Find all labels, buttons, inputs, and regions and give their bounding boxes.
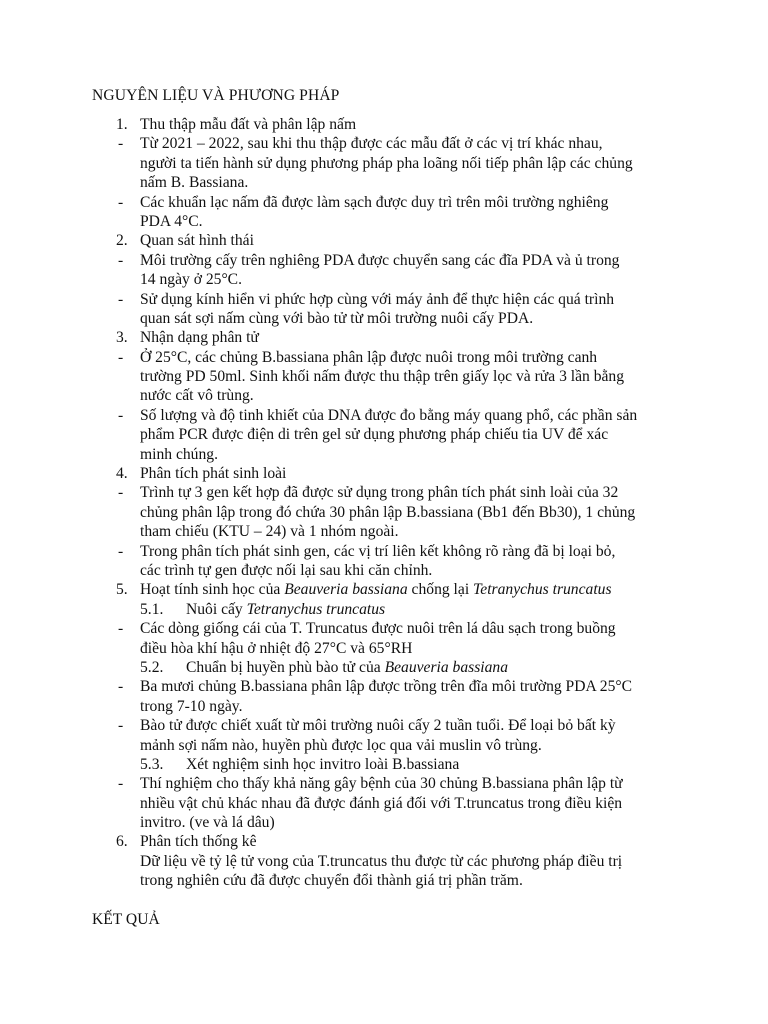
bullet-line bbox=[0, 367, 768, 386]
bullet-line bbox=[0, 154, 768, 173]
item-number: 1. bbox=[116, 116, 128, 133]
bullet-line bbox=[0, 716, 768, 735]
bullet-line bbox=[0, 270, 768, 289]
bullet-line bbox=[0, 542, 768, 561]
bullet-text: nấm B. Bassiana. bbox=[140, 174, 249, 192]
bullet-line bbox=[0, 309, 768, 328]
bullet-dash: - bbox=[118, 484, 124, 502]
bullet-text: PDA 4°C. bbox=[140, 212, 203, 230]
bullet-line bbox=[0, 251, 768, 270]
bullet-text: người ta tiến hành sử dụng phương pháp pha loãng nối tiếp phân lập các chủng bbox=[140, 154, 633, 172]
bullet-text: Các dòng giống cái của T. Truncatus được nuôi trên lá dâu sạch trong buồng bbox=[140, 620, 616, 638]
bullet-line bbox=[0, 677, 768, 696]
bullet-line bbox=[0, 561, 768, 580]
paragraph-line bbox=[0, 871, 768, 890]
bullet-line bbox=[0, 290, 768, 309]
bullet-text: Môi trường cấy trên nghiêng PDA được chuyển sang các đĩa PDA và ủ trong bbox=[140, 251, 620, 269]
paragraph-line bbox=[0, 852, 768, 871]
numbered-item-5 bbox=[0, 580, 768, 599]
title-text: chống lại bbox=[407, 581, 474, 599]
bullet-text: Thí nghiệm cho thấy khả năng gây bệnh của 30 chủng B.bassiana phân lập từ bbox=[140, 775, 623, 793]
bullet-text: quan sát sợi nấm cùng với bào tử từ môi trường nuôi cấy PDA. bbox=[140, 309, 534, 327]
bullet-text: nước cất vô trùng. bbox=[140, 387, 254, 405]
bullet-dash: - bbox=[118, 406, 124, 424]
bullet-line bbox=[0, 386, 768, 405]
sub-item-title: Xét nghiệm sinh học invitro loài B.bassiana bbox=[186, 755, 460, 773]
bullet-text: các trình tự gen được nối lại sau khi căn chỉnh. bbox=[140, 561, 433, 579]
bullet-line bbox=[0, 813, 768, 832]
bullet-dash: - bbox=[118, 717, 124, 735]
bullet-dash: - bbox=[118, 193, 124, 211]
section-heading: NGUYÊN LIỆU VÀ PHƯƠNG PHÁP bbox=[92, 87, 340, 104]
bullet-line bbox=[0, 619, 768, 638]
item-number: 4. bbox=[116, 465, 128, 483]
bullet-text: điều hòa khí hậu ở nhiệt độ 27°C và 65°RH bbox=[140, 639, 413, 657]
bullet-dash: - bbox=[118, 348, 124, 366]
bullet-text: minh chúng. bbox=[140, 445, 218, 463]
title-text: Hoạt tính sinh học của bbox=[140, 581, 285, 599]
species-name: Tetranychus truncatus bbox=[473, 581, 612, 599]
bullet-dash: - bbox=[118, 542, 124, 560]
sub-item-title bbox=[186, 600, 385, 619]
bullet-dash: - bbox=[118, 135, 124, 153]
item-number: 3. bbox=[116, 329, 128, 347]
bullet-text: nhiều vật chủ khác nhau đã được đánh giá đối với T.truncatus trong điều kiện bbox=[140, 794, 623, 812]
bullet-line bbox=[0, 483, 768, 502]
bullet-line bbox=[0, 736, 768, 755]
sub-item-title bbox=[186, 658, 508, 677]
bullet-text: Sử dụng kính hiển vi phức hợp cùng với máy ảnh để thực hiện các quá trình bbox=[140, 290, 615, 308]
item-title bbox=[140, 580, 612, 599]
sub-item-5-1 bbox=[0, 600, 768, 619]
item-title: Thu thập mẫu đất và phân lập nấm bbox=[140, 116, 357, 133]
numbered-item-1 bbox=[0, 115, 768, 134]
item-title: Quan sát hình thái bbox=[140, 232, 254, 250]
bullet-dash: - bbox=[118, 678, 124, 696]
bullet-line bbox=[0, 794, 768, 813]
title-text: Nuôi cấy bbox=[186, 600, 247, 618]
bullet-dash: - bbox=[118, 775, 124, 793]
bullet-text: Các khuẩn lạc nấm đã được làm sạch được duy trì trên môi trường nghiêng bbox=[140, 193, 609, 211]
sub-item-number: 5.3. bbox=[140, 755, 164, 773]
bullet-text: trường PD 50ml. Sinh khối nấm được thu thập trên giấy lọc và rửa 3 lần bằng bbox=[140, 368, 625, 386]
bullet-text: 14 ngày ở 25°C. bbox=[140, 271, 242, 289]
bullet-line bbox=[0, 774, 768, 793]
bullet-text: Ở 25°C, các chủng B.bassiana phân lập được nuôi trong môi trường canh bbox=[140, 348, 598, 366]
bullet-line bbox=[0, 697, 768, 716]
item-number: 2. bbox=[116, 232, 128, 250]
bullet-text: mảnh sợi nấm nào, huyền phù được lọc qua vải muslin vô trùng. bbox=[140, 736, 542, 754]
bullet-text: chủng phân lập trong đó chứa 30 phân lập B.bassiana (Bb1 đến Bb30), 1 chủng bbox=[140, 503, 636, 521]
paragraph-text: trong nghiên cứu đã được chuyển đổi thành giá trị phần trăm. bbox=[140, 872, 523, 890]
numbered-item-3 bbox=[0, 328, 768, 347]
bullet-line bbox=[0, 445, 768, 464]
bullet-dash: - bbox=[118, 251, 124, 269]
bullet-dash: - bbox=[118, 620, 124, 638]
bullet-line bbox=[0, 639, 768, 658]
bullet-line bbox=[0, 134, 768, 153]
bullet-line bbox=[0, 193, 768, 212]
bullet-line bbox=[0, 425, 768, 444]
bullet-text: Từ 2021 – 2022, sau khi thu thập được các mẫu đất ở các vị trí khác nhau, bbox=[140, 135, 603, 153]
bullet-line bbox=[0, 348, 768, 367]
species-name: Beauveria bassiana bbox=[284, 581, 408, 599]
bullet-text: Trình tự 3 gen kết hợp đã được sử dụng trong phân tích phát sinh loài của 32 bbox=[140, 484, 619, 502]
item-title: Phân tích thống kê bbox=[140, 833, 257, 851]
bullet-line bbox=[0, 406, 768, 425]
bullet-text: Ba mươi chủng B.bassiana phân lập được trồng trên đĩa môi trường PDA 25°C bbox=[140, 678, 633, 696]
paragraph-text: Dữ liệu về tỷ lệ tử vong của T.truncatus thu được từ các phương pháp điều trị bbox=[140, 852, 623, 870]
sub-item-number: 5.2. bbox=[140, 658, 164, 676]
bullet-line bbox=[0, 522, 768, 541]
bullet-text: Bào tử được chiết xuất từ môi trường nuôi cấy 2 tuần tuổi. Để loại bỏ bất kỳ bbox=[140, 717, 616, 735]
bullet-line bbox=[0, 212, 768, 231]
results-heading: KẾT QUẢ bbox=[92, 911, 160, 928]
numbered-item-2 bbox=[0, 231, 768, 250]
sub-item-5-3 bbox=[0, 755, 768, 774]
sub-item-number: 5.1. bbox=[140, 600, 164, 618]
sub-item-5-2 bbox=[0, 658, 768, 677]
numbered-item-6 bbox=[0, 832, 768, 851]
bullet-text: invitro. (ve và lá dâu) bbox=[140, 814, 275, 832]
bullet-text: Trong phân tích phát sinh gen, các vị trí liên kết không rõ ràng đã bị loại bỏ, bbox=[140, 542, 616, 560]
item-number: 6. bbox=[116, 833, 128, 851]
bullet-text: trong 7-10 ngày. bbox=[140, 697, 243, 715]
item-title: Nhận dạng phân tử bbox=[140, 329, 259, 347]
title-text: Chuẩn bị huyền phù bào tử của bbox=[186, 658, 385, 676]
bullet-line bbox=[0, 503, 768, 522]
numbered-item-4 bbox=[0, 464, 768, 483]
item-number: 5. bbox=[116, 581, 128, 599]
bullet-line bbox=[0, 173, 768, 192]
item-title: Phân tích phát sinh loài bbox=[140, 465, 287, 483]
bullet-text: phẩm PCR được điện di trên gel sử dụng phương pháp chiếu tia UV để xác bbox=[140, 426, 609, 444]
species-name: Tetranychus truncatus bbox=[246, 600, 386, 618]
bullet-dash: - bbox=[118, 290, 124, 308]
document-body bbox=[0, 115, 768, 891]
species-name: Beauveria bassiana bbox=[384, 658, 509, 676]
bullet-text: Số lượng và độ tinh khiết của DNA được đo bằng máy quang phổ, các phần sản bbox=[140, 406, 638, 424]
bullet-text: tham chiếu (KTU – 24) và 1 nhóm ngoài. bbox=[140, 523, 399, 541]
